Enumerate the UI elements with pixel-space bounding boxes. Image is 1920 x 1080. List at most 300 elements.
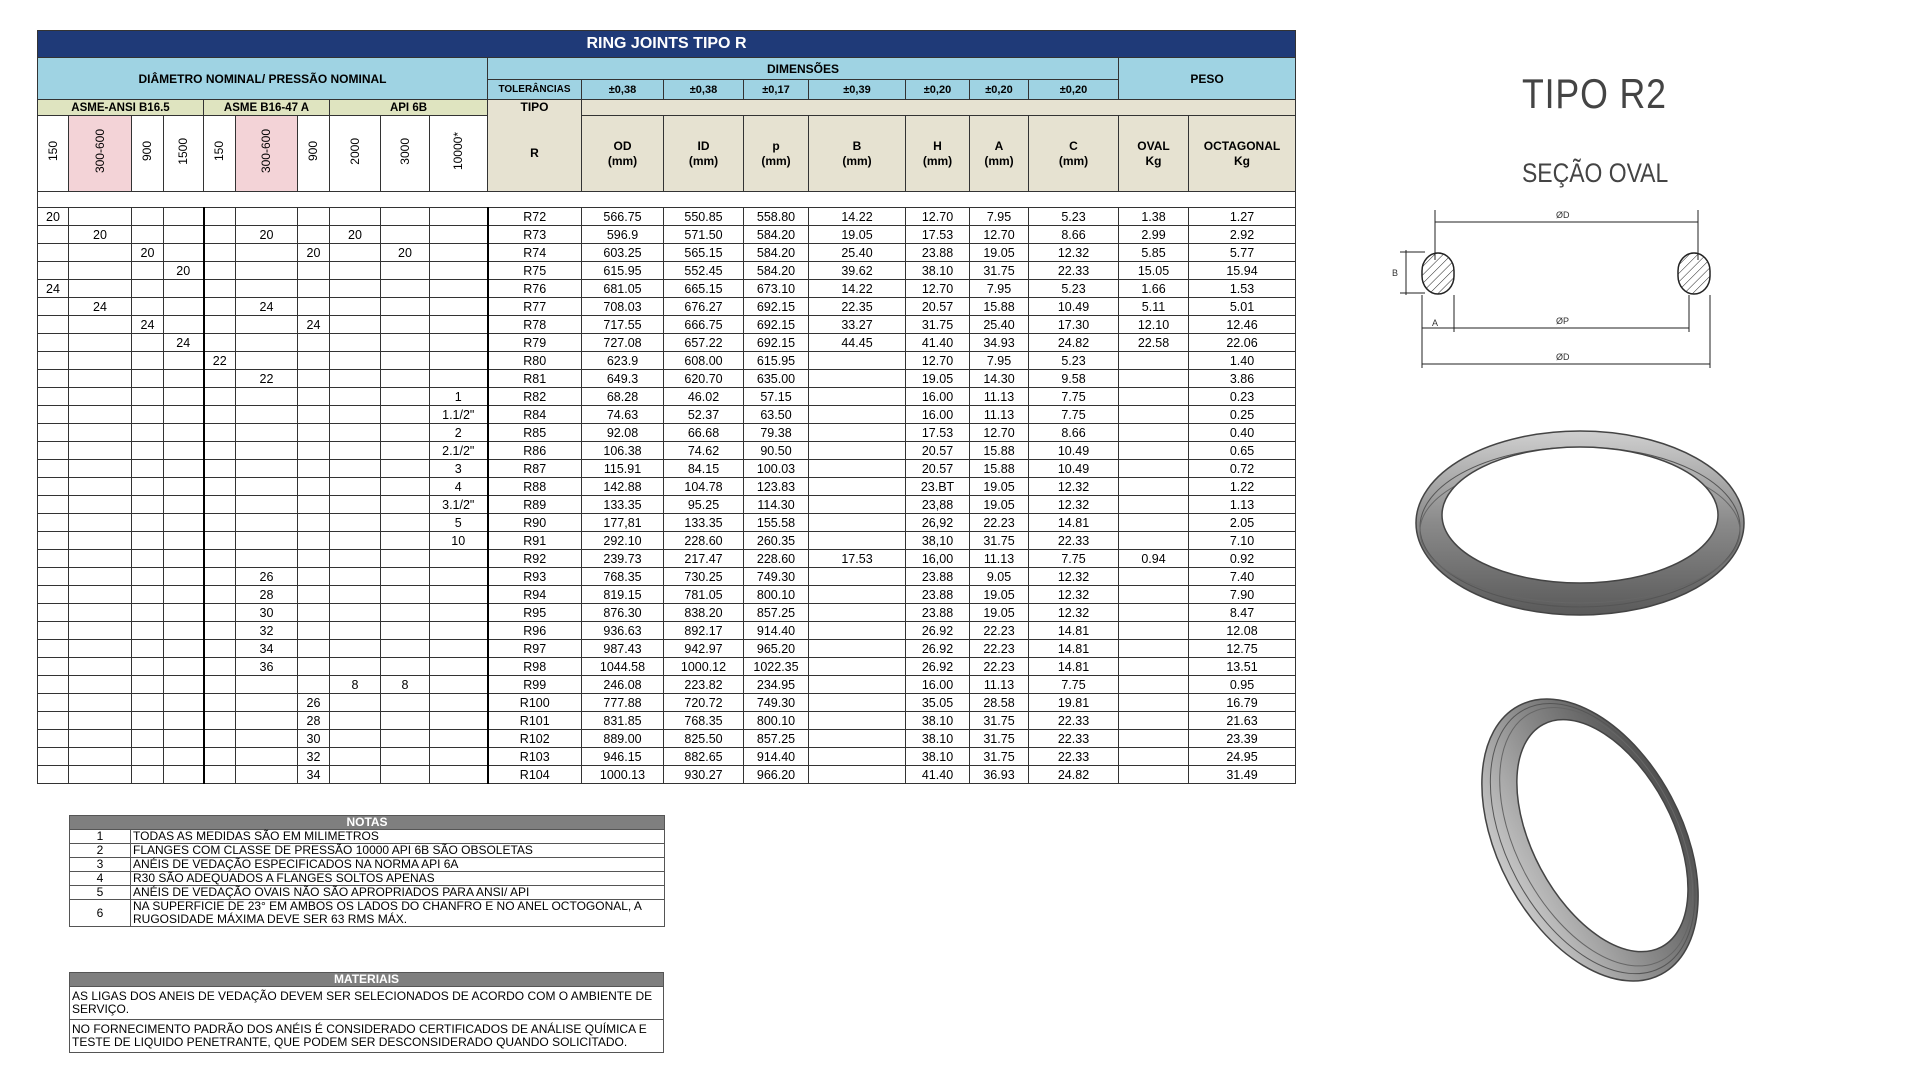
cell-tipo: R94 [488,586,582,604]
note-row [70,844,665,858]
table-row [38,532,1296,550]
cell-b: 19.05 [809,226,906,244]
cell-b [809,568,906,586]
pressure-cell [381,748,430,766]
note-number: 5 [70,886,131,900]
pressure-class-header: 150 [38,116,69,192]
cell-c: 12.32 [1029,244,1119,262]
pressure-cell [69,208,132,226]
cell-tipo: R98 [488,658,582,676]
cell-oval [1119,622,1189,640]
pressure-cell [164,532,204,550]
pressure-cell: 34 [298,766,330,784]
pressure-cell [330,208,381,226]
pressure-cell [236,478,298,496]
pressure-class-header: 10000* [430,116,488,192]
cell-b [809,478,906,496]
pressure-cell: 10 [430,532,488,550]
cell-od: 681.05 [582,280,664,298]
pressure-cell [330,712,381,730]
pressure-cell [164,658,204,676]
pressure-cell [430,334,488,352]
cell-oct: 3.86 [1189,370,1296,388]
cell-a: 12.70 [970,226,1029,244]
cell-tipo: R104 [488,766,582,784]
notes-table [69,815,665,927]
cell-oval [1119,352,1189,370]
cell-tipo: R99 [488,676,582,694]
cell-h: 38.10 [906,730,970,748]
cell-a: 19.05 [970,496,1029,514]
pressure-cell [132,676,164,694]
pressure-cell [164,280,204,298]
pressure-cell [204,244,236,262]
pressure-cell [204,406,236,424]
pressure-cell [132,514,164,532]
pressure-cell [330,568,381,586]
cell-tipo: R88 [488,478,582,496]
dim-col-h: H (mm) [906,116,970,192]
cell-id: 52.37 [664,406,744,424]
cell-h: 16.00 [906,676,970,694]
cell-oval [1119,370,1189,388]
pressure-cell [204,478,236,496]
pressure-cell [236,496,298,514]
cell-a: 31.75 [970,262,1029,280]
cell-tipo: R84 [488,406,582,424]
table-row [38,244,1296,262]
pressure-cell [298,496,330,514]
cell-c: 7.75 [1029,406,1119,424]
table-row [38,262,1296,280]
table-row [38,478,1296,496]
pressure-class-header: 1500 [164,116,204,192]
note-number: 4 [70,872,131,886]
cell-oval: 1.66 [1119,280,1189,298]
pressure-cell [164,424,204,442]
cell-od: 1044.58 [582,658,664,676]
pressure-class-header: 150 [204,116,236,192]
cell-id: 228.60 [664,532,744,550]
pressure-cell [381,550,430,568]
cell-tipo: R73 [488,226,582,244]
pressure-cell [381,262,430,280]
cell-pp: 749.30 [744,694,809,712]
pressure-cell [132,280,164,298]
pressure-cell [164,460,204,478]
pressure-cell [38,676,69,694]
pressure-cell [164,226,204,244]
cell-id: 730.25 [664,568,744,586]
pressure-cell [38,442,69,460]
pressure-cell [430,730,488,748]
cell-oval [1119,748,1189,766]
cell-pp: 228.60 [744,550,809,568]
pressure-cell [38,694,69,712]
cell-b: 39.62 [809,262,906,280]
cell-c: 22.33 [1029,748,1119,766]
pressure-cell [204,568,236,586]
cell-id: 133.35 [664,514,744,532]
asme-b16-header: ASME B16-47 A [204,100,330,116]
cell-pp: 114.30 [744,496,809,514]
cell-pp: 234.95 [744,676,809,694]
pressure-cell [330,694,381,712]
pressure-cell [298,226,330,244]
pressure-cell: 20 [330,226,381,244]
cell-a: 19.05 [970,586,1029,604]
pressure-cell [69,424,132,442]
pressure-cell [164,244,204,262]
oval-cross-section-left [1422,253,1454,294]
cell-oval [1119,424,1189,442]
cell-tipo: R80 [488,352,582,370]
cell-b [809,766,906,784]
pressure-cell [132,406,164,424]
cell-h: 19.05 [906,370,970,388]
tolerances-label: TOLERÂNCIAS [488,80,582,100]
cell-c: 19.81 [1029,694,1119,712]
cell-pp: 558.80 [744,208,809,226]
table-row [38,694,1296,712]
pressure-cell [38,496,69,514]
cell-h: 16,00 [906,550,970,568]
pressure-cell [298,262,330,280]
pressure-class-header: 900 [298,116,330,192]
cell-oct: 0.25 [1189,406,1296,424]
pressure-cell: 1 [430,388,488,406]
cell-c: 10.49 [1029,298,1119,316]
pressure-cell [38,316,69,334]
cell-h: 23.BT [906,478,970,496]
pressure-cell [204,442,236,460]
pressure-cell: 20 [236,226,298,244]
cell-tipo: R100 [488,694,582,712]
pressure-cell [164,388,204,406]
cell-b: 14.22 [809,280,906,298]
cell-id: 657.22 [664,334,744,352]
cell-a: 36.93 [970,766,1029,784]
tolerance-value: ±0,20 [906,80,970,100]
cell-id: 1000.12 [664,658,744,676]
cell-od: 623.9 [582,352,664,370]
cell-oct: 12.46 [1189,316,1296,334]
pressure-cell [69,550,132,568]
pressure-cell [330,604,381,622]
pressure-cell [132,478,164,496]
pressure-cell [132,298,164,316]
cell-tipo: R76 [488,280,582,298]
cell-oct: 13.51 [1189,658,1296,676]
cell-b [809,676,906,694]
pressure-cell [204,658,236,676]
pressure-cell [69,244,132,262]
pressure-cell [69,514,132,532]
pressure-cell [204,262,236,280]
pressure-cell [38,586,69,604]
pressure-cell: 24 [298,316,330,334]
cell-b [809,604,906,622]
table-row [38,334,1296,352]
cell-tipo: R74 [488,244,582,262]
pressure-cell [204,424,236,442]
table-row [38,658,1296,676]
pressure-cell [236,532,298,550]
pressure-cell [330,424,381,442]
cell-a: 19.05 [970,478,1029,496]
cell-od: 987.43 [582,640,664,658]
cell-oct: 22.06 [1189,334,1296,352]
pressure-cell: 20 [298,244,330,262]
cell-tipo: R78 [488,316,582,334]
pressure-cell [330,388,381,406]
cell-oval [1119,514,1189,532]
cell-c: 8.66 [1029,226,1119,244]
pressure-cell [164,730,204,748]
pressure-cell [38,604,69,622]
pressure-cell [38,730,69,748]
note-text: R30 SÃO ADEQUADOS A FLANGES SOLTOS APENAS [131,872,665,886]
pressure-cell [69,406,132,424]
pressure-cell [381,532,430,550]
cell-h: 20.57 [906,298,970,316]
cell-id: 942.97 [664,640,744,658]
pressure-cell [132,586,164,604]
cell-oct: 7.40 [1189,568,1296,586]
cell-oct: 24.95 [1189,748,1296,766]
pressure-cell [164,352,204,370]
pressure-cell [381,208,430,226]
cell-h: 16.00 [906,388,970,406]
pressure-cell [381,316,430,334]
pressure-cell [381,712,430,730]
note-number: 2 [70,844,131,858]
table-row [38,280,1296,298]
note-row [70,886,665,900]
pressure-cell [330,532,381,550]
pressure-cell [430,244,488,262]
pressure-cell [330,406,381,424]
cell-od: 708.03 [582,298,664,316]
pressure-cell [164,370,204,388]
cell-b [809,622,906,640]
cell-pp: 584.20 [744,244,809,262]
pressure-cell [236,514,298,532]
pressure-cell [298,604,330,622]
table-row [38,712,1296,730]
cell-a: 15.88 [970,298,1029,316]
pressure-cell: 5 [430,514,488,532]
pressure-cell: 20 [164,262,204,280]
pressure-cell [298,370,330,388]
pressure-cell [204,676,236,694]
cell-od: 717.55 [582,316,664,334]
cell-c: 7.75 [1029,550,1119,568]
cell-od: 1000.13 [582,766,664,784]
pressure-cell: 20 [132,244,164,262]
pressure-cell [38,262,69,280]
cell-oct: 0.65 [1189,442,1296,460]
pressure-cell [204,280,236,298]
pressure-cell [38,712,69,730]
cell-c: 12.32 [1029,496,1119,514]
pressure-cell: 30 [298,730,330,748]
pressure-cell [132,352,164,370]
p-label: ØP [1556,316,1570,326]
note-row [70,858,665,872]
cell-tipo: R75 [488,262,582,280]
cell-od: 566.75 [582,208,664,226]
cell-a: 31.75 [970,730,1029,748]
cell-pp: 615.95 [744,352,809,370]
pressure-cell [69,766,132,784]
cell-od: 768.35 [582,568,664,586]
pressure-cell [381,622,430,640]
table-row [38,496,1296,514]
pressure-cell [69,334,132,352]
pressure-cell [38,370,69,388]
pressure-cell [236,694,298,712]
pressure-cell [38,226,69,244]
pressure-cell [204,550,236,568]
pressure-cell: 2.1/2" [430,442,488,460]
pressure-cell [164,298,204,316]
table-row [38,442,1296,460]
pressure-cell [204,298,236,316]
pressure-cell [298,352,330,370]
pressure-cell [38,478,69,496]
cell-tipo: R91 [488,532,582,550]
pressure-cell [381,640,430,658]
pressure-cell [298,676,330,694]
pressure-cell [204,226,236,244]
cell-pp: 800.10 [744,586,809,604]
cell-h: 41.40 [906,766,970,784]
pressure-cell [330,514,381,532]
cell-tipo: R96 [488,622,582,640]
table-row [38,514,1296,532]
cell-od: 596.9 [582,226,664,244]
table-row [38,298,1296,316]
cell-od: 177,81 [582,514,664,532]
cell-b [809,460,906,478]
cell-pp: 673.10 [744,280,809,298]
cell-tipo: R72 [488,208,582,226]
pressure-cell [164,568,204,586]
cell-h: 20.57 [906,442,970,460]
pressure-class-header: 2000 [330,116,381,192]
pressure-cell [69,460,132,478]
pressure-cell [298,568,330,586]
pressure-cell [330,586,381,604]
pressure-cell [38,244,69,262]
cell-b [809,442,906,460]
table-row [38,460,1296,478]
pressure-cell [132,370,164,388]
cell-oct: 0.95 [1189,676,1296,694]
pressure-cell [430,568,488,586]
cell-b: 33.27 [809,316,906,334]
pressure-cell [164,766,204,784]
pressure-cell [330,298,381,316]
pressure-cell [38,748,69,766]
table-row [38,550,1296,568]
pressure-cell [132,532,164,550]
cell-h: 17.53 [906,226,970,244]
pressure-cell [330,496,381,514]
figure-title: TIPO R2 [1522,70,1667,117]
pressure-cell [38,424,69,442]
tolerance-value: ±0,39 [809,80,906,100]
cell-b: 44.45 [809,334,906,352]
pressure-cell [69,658,132,676]
cell-oct: 2.92 [1189,226,1296,244]
pressure-cell [132,334,164,352]
pressure-cell [236,550,298,568]
r-header: R [488,116,582,192]
pressure-cell [204,532,236,550]
api-6b-header: API 6B [330,100,488,116]
cell-h: 23.88 [906,568,970,586]
pressure-cell [204,208,236,226]
pressure-cell [430,622,488,640]
pressure-cell [164,442,204,460]
oval-ring-3d-side [1455,680,1725,1000]
cell-id: 768.35 [664,712,744,730]
cell-b [809,370,906,388]
cell-c: 10.49 [1029,442,1119,460]
cell-id: 571.50 [664,226,744,244]
pressure-cell [298,550,330,568]
cell-tipo: R87 [488,460,582,478]
cell-oval [1119,586,1189,604]
cell-c: 9.58 [1029,370,1119,388]
cell-h: 38.10 [906,748,970,766]
weight-col-octagonal: OCTAGONAL Kg [1189,116,1296,192]
table-row [38,730,1296,748]
cell-b: 17.53 [809,550,906,568]
cell-oct: 0.40 [1189,424,1296,442]
oval-cross-section-right [1678,253,1710,294]
pressure-cell [430,298,488,316]
cell-pp: 966.20 [744,766,809,784]
cell-c: 5.23 [1029,352,1119,370]
pressure-cell [132,712,164,730]
cell-oct: 7.10 [1189,532,1296,550]
cell-c: 22.33 [1029,262,1119,280]
cell-tipo: R103 [488,748,582,766]
cell-id: 892.17 [664,622,744,640]
pressure-cell [298,334,330,352]
pressure-cell [164,748,204,766]
cell-a: 22.23 [970,658,1029,676]
od-bottom-label: ØD [1556,352,1570,362]
pressure-cell [330,442,381,460]
cell-oct: 21.63 [1189,712,1296,730]
pressure-cell: 4 [430,478,488,496]
pressure-cell [298,298,330,316]
pressure-cell [298,658,330,676]
table-row [38,586,1296,604]
pressure-cell [236,352,298,370]
cell-pp: 260.35 [744,532,809,550]
pressure-cell [381,442,430,460]
pressure-cell [69,388,132,406]
pressure-cell [298,208,330,226]
cell-h: 23.88 [906,604,970,622]
cell-oval [1119,442,1189,460]
table-row [38,226,1296,244]
